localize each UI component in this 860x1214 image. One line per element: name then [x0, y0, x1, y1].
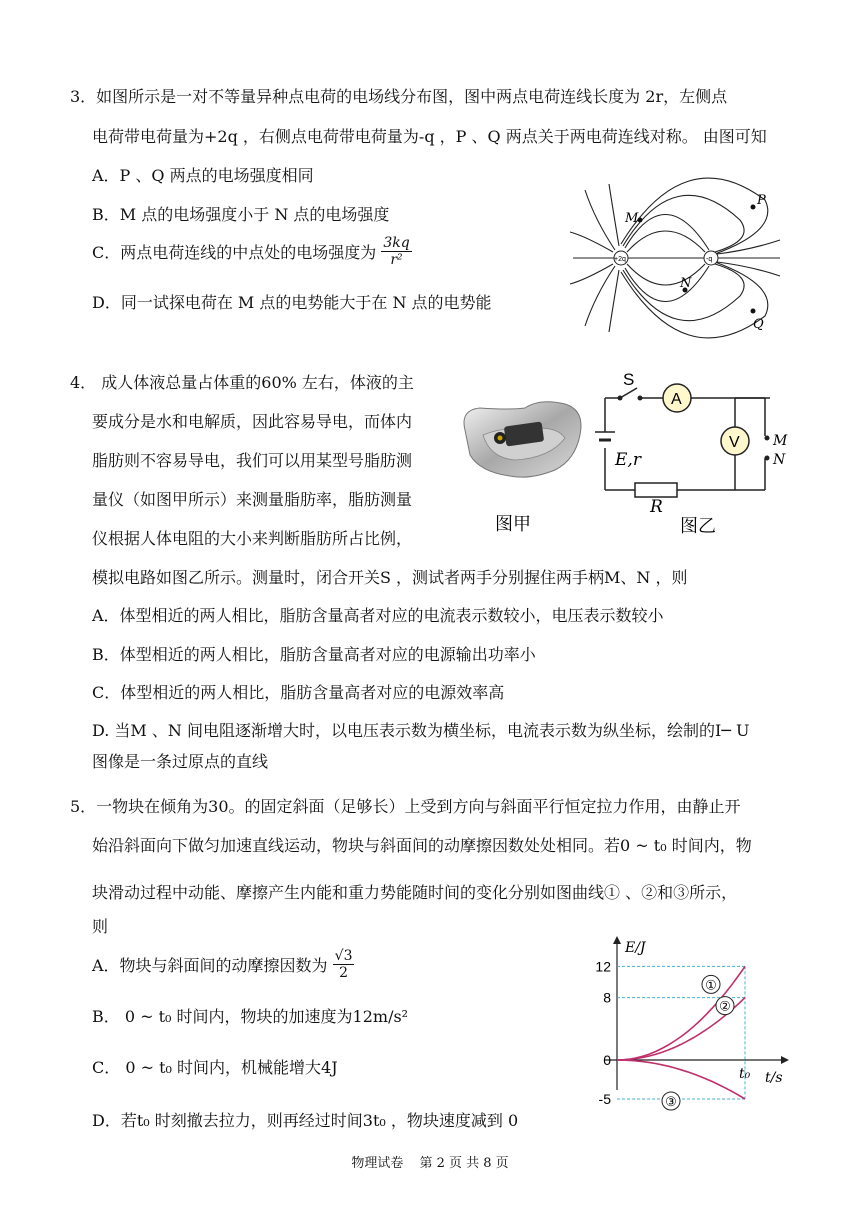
- page-footer: [0, 1152, 860, 1171]
- q3-option-b: B．M 点的电场强度小于 N 点的电场强度: [92, 205, 390, 224]
- y-tick-label: 8: [603, 989, 611, 1006]
- q3-stem-line2: 电荷带电荷量为+2q ，右侧点电荷带电荷量为-q ，P 、Q 两点关于两电荷连线对称。 由图可知: [92, 127, 767, 146]
- q4-stem-line6: 模拟电路如图乙所示。测量时，闭合开关S ，测试者两手分别握住两手柄M、N ，则: [92, 568, 688, 587]
- footer-page-number: 第 2 页 共 8 页: [419, 1156, 509, 1171]
- point-n-label: N: [680, 276, 692, 291]
- q4-option-d-line1: D. 当M 、N 间电阻逐渐增大时，以电压表示数为横坐标，电流表示数为纵坐标，绘制的I─ U: [92, 721, 750, 740]
- q4-stem-line1: 4． 成人体液总量占体重的60% 左右，体液的主: [70, 373, 414, 392]
- voltmeter-label: V: [729, 434, 740, 451]
- terminal-m-label: M: [773, 433, 788, 449]
- q4-option-b: B．体型相近的两人相比，脂肪含量高者对应的电源输出功率小: [92, 645, 536, 664]
- q5-option-a-fraction: [333, 948, 355, 981]
- q5-stem-line3: 块滑动过程中动能、摩擦产生内能和重力势能随时间的变化分别如图曲线① 、②和③所示，: [92, 883, 738, 902]
- resistor-icon: [635, 483, 677, 497]
- figure-yi-caption: 图乙: [680, 516, 716, 536]
- q3-stem-line1: 3．如图所示是一对不等量异种点电荷的电场线分布图，图中两点电荷连线长度为 2r，左侧点: [70, 87, 728, 106]
- fraction-numerator: 3kq: [383, 235, 410, 251]
- series-label-2: ②: [719, 999, 731, 1015]
- y-tick-label: -5: [598, 1091, 611, 1107]
- fraction-denominator: 2: [339, 965, 349, 981]
- electric-field-figure: [565, 180, 790, 340]
- q4-option-d-line2: 图像是一条过原点的直线: [92, 752, 269, 771]
- series-curve-3: [617, 1060, 745, 1099]
- x-tick-label: t₀: [739, 1066, 751, 1082]
- left-charge-label: +2q: [614, 256, 626, 263]
- y-tick-label: 12: [595, 958, 611, 975]
- q3-option-c: [92, 235, 412, 268]
- q3-option-c-fraction: [381, 235, 411, 268]
- q3-option-c-text: C．两点电荷连线的中点处的电场强度为: [92, 243, 377, 262]
- ammeter-label: A: [671, 391, 682, 408]
- q5-option-d: D．若t₀ 时刻撤去拉力，则再经过时间3t₀ ，物块速度减到 0: [92, 1111, 519, 1130]
- q3-option-a: A．P 、Q 两点的电场强度相同: [92, 166, 314, 185]
- q5-option-c: C． 0 ~ t₀ 时间内，机械能增大4J: [92, 1058, 338, 1077]
- point-p-label: P: [757, 193, 766, 208]
- q5-stem-line1: 5．一物块在倾角为30。的固定斜面（足够长）上受到方向与斜面平行恒定拉力作用，由静止开: [70, 797, 741, 816]
- circuit-diagram: [595, 370, 805, 545]
- q4-stem-line2: 要成分是水和电解质，因此容易导电，而体内: [92, 412, 413, 431]
- q5-option-a: [92, 948, 354, 981]
- battery-label: E,r: [615, 450, 641, 470]
- y-tick-label: 0: [603, 1052, 611, 1068]
- figure-jia-caption: 图甲: [495, 514, 531, 534]
- point-m-label: M: [625, 211, 639, 226]
- series-label-1: ①: [705, 978, 717, 994]
- fraction-denominator: r²: [390, 252, 403, 268]
- q3-option-d: D．同一试探电荷在 M 点的电势能大于在 N 点的电势能: [92, 293, 492, 312]
- q5-option-a-text: A．物块与斜面间的动摩擦因数为: [92, 956, 328, 975]
- q4-stem-line3: 脂肪则不容易导电，我们可以用某型号脂肪测: [92, 451, 413, 470]
- footer-subject: 物理试卷: [351, 1156, 404, 1171]
- terminal-n-label: N: [773, 452, 786, 468]
- q5-stem-line2: 始沿斜面向下做匀加速直线运动，物块与斜面间的动摩擦因数处处相同。若0 ~ t₀ 时间内，物: [92, 836, 752, 855]
- y-axis-label: E/J: [625, 940, 646, 956]
- q5-option-b: B． 0 ~ t₀ 时间内，物块的加速度为12m/s²: [92, 1007, 409, 1026]
- q5-stem-line4: 则: [92, 917, 109, 936]
- x-axis-label: t/s: [765, 1070, 783, 1086]
- fat-meter-device-figure: [455, 380, 595, 540]
- energy-time-chart: [585, 930, 800, 1110]
- fraction-numerator: √3: [334, 948, 353, 964]
- q4-stem-line4: 量仪（如图甲所示）来测量脂肪率，脂肪测量: [92, 490, 413, 509]
- point-q-label: Q: [753, 317, 764, 332]
- q4-option-a: A．体型相近的两人相比，脂肪含量高者对应的电流表示数较小，电压表示数较小: [92, 606, 664, 625]
- right-charge-label: -q: [706, 256, 713, 263]
- series-label-3: ③: [665, 1095, 677, 1110]
- resistor-label: R: [650, 497, 663, 517]
- q4-stem-line5: 仪根据人体电阻的大小来判断脂肪所占比例，: [92, 529, 413, 548]
- switch-label: S: [623, 370, 635, 389]
- q4-option-c: C．体型相近的两人相比，脂肪含量高者对应的电源效率高: [92, 683, 505, 702]
